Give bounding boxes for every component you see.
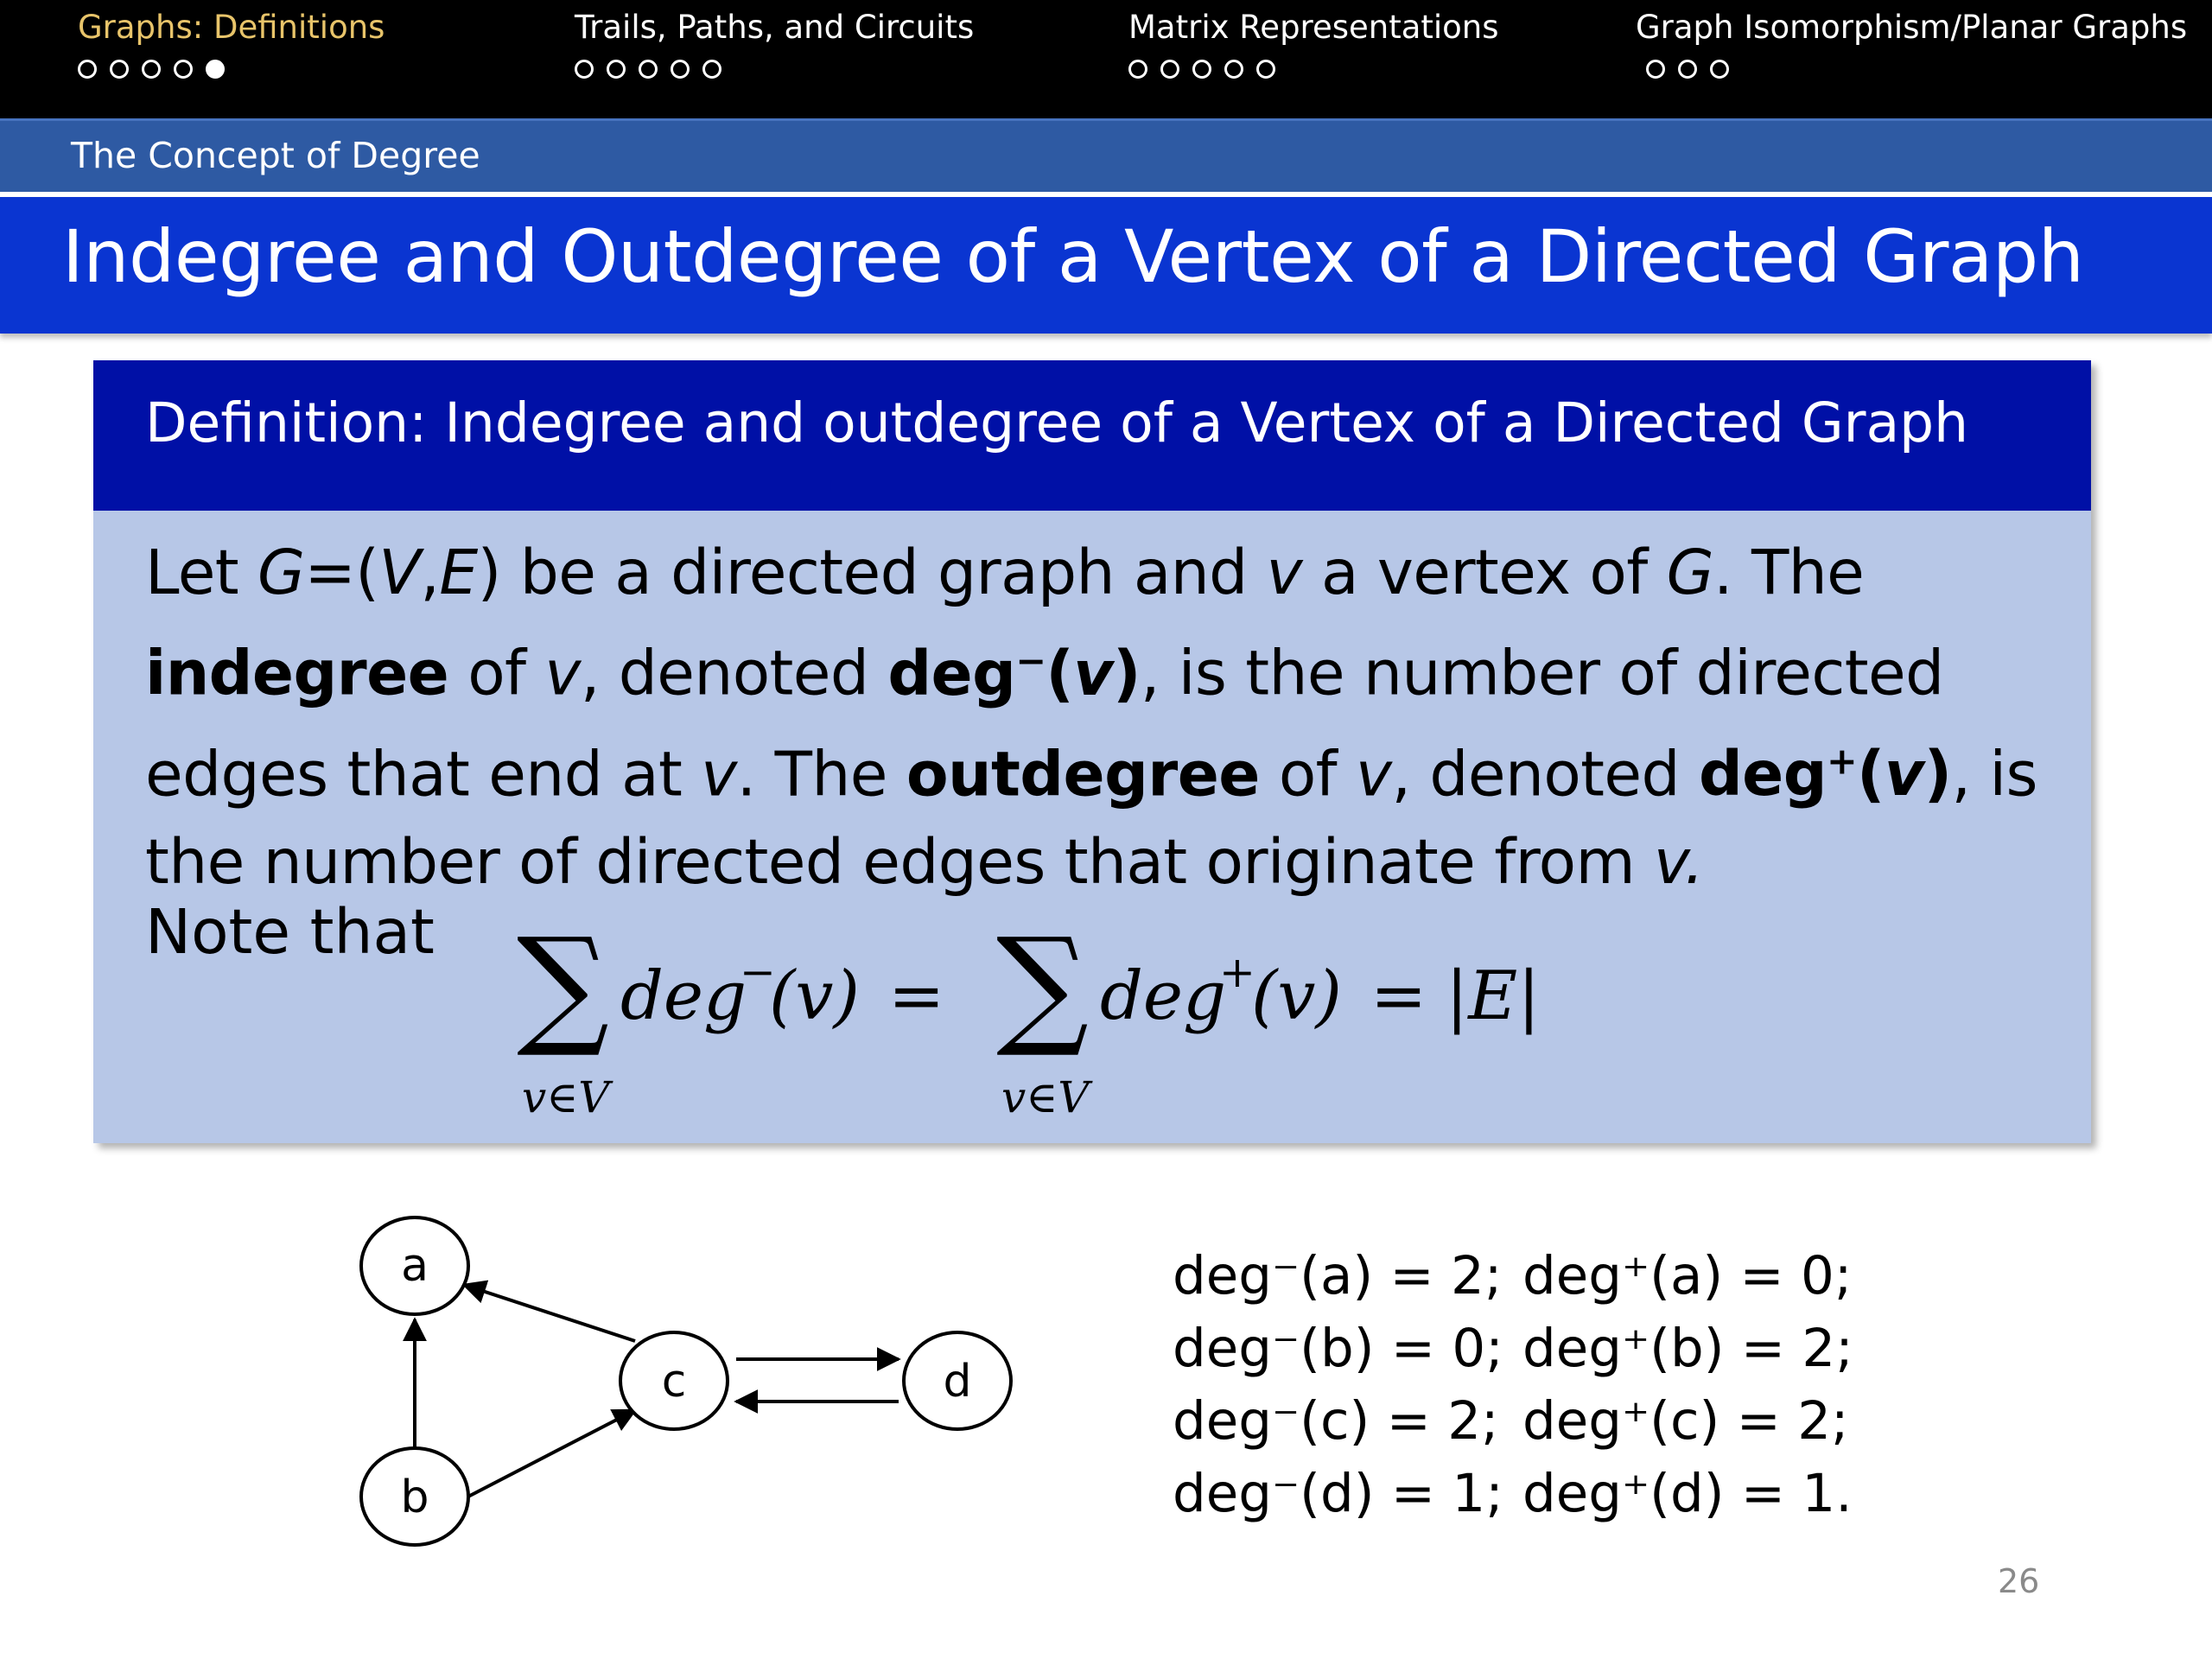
definition-header-text: Definition: Indegree and outdegree of a Vertex of a Directed Graph — [145, 391, 1969, 454]
nav-dot[interactable] — [671, 60, 690, 79]
sum-symbol: ∑ — [517, 911, 610, 1061]
term-outdegree: outdegree — [906, 738, 1260, 810]
sum-symbol: ∑ — [996, 911, 1090, 1061]
math-var: v — [1073, 637, 1113, 709]
edge-count: |E| — [1446, 957, 1541, 1035]
nav-section-graphs-definitions[interactable] — [78, 9, 385, 79]
text: the number of directed edges that originate from — [145, 826, 1655, 899]
text: , is the number of directed — [1140, 637, 1944, 709]
outdegree-a: deg⁺(a) = 0; — [1522, 1245, 1853, 1306]
term-indegree: indegree — [145, 637, 449, 709]
nav-dots — [1128, 60, 1499, 79]
definition-line-1 — [145, 529, 2046, 617]
text: Let — [145, 537, 257, 608]
nav-dot[interactable] — [702, 60, 721, 79]
degree-row-c — [1173, 1385, 1853, 1458]
nav-section-trails-paths-circuits[interactable] — [575, 9, 974, 79]
vertex-label-a: a — [401, 1240, 429, 1292]
sum-index: v∈V — [1001, 1072, 1090, 1121]
subsection-bar — [0, 118, 2212, 192]
deg-in-term: deg — [620, 957, 747, 1035]
nav-dot[interactable] — [1128, 60, 1147, 79]
text: . The — [736, 738, 906, 810]
nav-dot[interactable] — [575, 60, 594, 79]
math-var: G — [1666, 537, 1714, 608]
text: =( — [304, 537, 379, 608]
nav-section-graph-isomorphism[interactable] — [1636, 9, 2187, 79]
degree-row-d — [1173, 1458, 1853, 1530]
deg-out-sup: + — [1219, 947, 1255, 997]
indegree-c: deg⁻(c) = 2; — [1173, 1390, 1499, 1452]
nav-dot[interactable] — [1678, 60, 1697, 79]
deg-out-term: deg — [1100, 957, 1227, 1035]
text: , denoted — [1391, 738, 1699, 810]
nav-dot[interactable] — [110, 60, 129, 79]
note-label: Note that — [145, 896, 435, 968]
nav-dots — [575, 60, 974, 79]
deg-in-sup: − — [740, 947, 776, 997]
text: a vertex of — [1302, 537, 1667, 608]
nav-dot[interactable] — [174, 60, 193, 79]
math-var: v. — [1654, 826, 1704, 899]
text: ( — [1046, 637, 1074, 709]
nav-section-label: Matrix Representations — [1128, 9, 1499, 46]
nav-dots — [78, 60, 385, 79]
text: ) — [1112, 637, 1141, 709]
definition-line-2 — [145, 617, 2046, 718]
math-var: v — [1266, 537, 1302, 608]
nav-dot[interactable] — [1710, 60, 1729, 79]
edge-b-c — [467, 1410, 635, 1497]
math-var: E — [439, 537, 478, 608]
edge-c-a — [464, 1285, 635, 1341]
degree-sum-formula — [517, 905, 1813, 1121]
outdegree-c: deg⁺(c) = 2; — [1522, 1390, 1849, 1452]
nav-dot[interactable] — [1646, 60, 1665, 79]
text: , is — [1951, 738, 2037, 810]
text: , — [420, 537, 440, 608]
nav-section-label: Graph Isomorphism/Planar Graphs — [1636, 9, 2188, 46]
math-var: v — [701, 738, 737, 810]
nav-section-label: Trails, Paths, and Circuits — [575, 9, 975, 46]
nav-section-label: Graphs: Definitions — [78, 9, 385, 46]
outdegree-d: deg⁺(d) = 1. — [1522, 1463, 1853, 1524]
definition-line-3 — [145, 718, 2046, 819]
definition-line-4 — [145, 818, 2046, 906]
sum-index: v∈V — [522, 1072, 610, 1121]
deg-notation: deg — [1698, 738, 1827, 810]
definition-block — [93, 360, 2091, 1143]
nav-dot[interactable] — [142, 60, 161, 79]
superscript: − — [1015, 639, 1046, 683]
slide-title-bar — [0, 197, 2212, 334]
text: edges that end at — [145, 738, 702, 810]
deg-out-arg: (v) — [1251, 957, 1342, 1035]
nav-dot[interactable] — [78, 60, 97, 79]
indegree-d: deg⁻(d) = 1; — [1173, 1463, 1503, 1524]
equals-sign: = — [1370, 957, 1427, 1035]
nav-dot[interactable] — [1224, 60, 1243, 79]
nav-dot[interactable] — [1160, 60, 1179, 79]
text: ) be a directed graph and — [477, 537, 1267, 608]
degree-row-a — [1173, 1240, 1853, 1313]
math-var: G — [257, 537, 305, 608]
subsection-title: The Concept of Degree — [71, 135, 480, 176]
nav-dot[interactable] — [639, 60, 658, 79]
vertex-label-d: d — [943, 1356, 972, 1408]
nav-dot[interactable] — [607, 60, 626, 79]
math-var: V — [378, 537, 421, 608]
degree-list — [1173, 1240, 1853, 1530]
outdegree-b: deg⁺(b) = 2; — [1522, 1318, 1853, 1379]
nav-dot[interactable] — [1192, 60, 1211, 79]
math-var: v — [544, 637, 581, 709]
text: , denoted — [580, 637, 888, 709]
deg-notation: deg — [887, 637, 1016, 709]
text: ( — [1857, 738, 1885, 810]
nav-dot[interactable] — [1256, 60, 1275, 79]
page-number: 26 — [1998, 1562, 2040, 1600]
text: ) — [1923, 738, 1952, 810]
vertex-label-b: b — [400, 1471, 429, 1523]
deg-in-arg: (v) — [769, 957, 860, 1035]
indegree-b: deg⁻(b) = 0; — [1173, 1318, 1503, 1379]
directed-graph-diagram — [337, 1201, 1028, 1564]
slide-title: Indegree and Outdegree of a Vertex of a Directed Graph — [62, 214, 2084, 299]
text: of — [448, 637, 545, 709]
definition-header — [93, 360, 2091, 511]
nav-dot-current[interactable] — [206, 60, 225, 79]
nav-dots — [1646, 60, 2187, 79]
text: . The — [1713, 537, 1865, 608]
math-var: v — [1356, 738, 1392, 810]
superscript: + — [1826, 740, 1858, 784]
section-navigation — [0, 0, 2212, 118]
nav-section-matrix-representations[interactable] — [1128, 9, 1499, 79]
vertex-label-c: c — [661, 1356, 687, 1408]
math-var: v — [1884, 738, 1924, 810]
text: of — [1259, 738, 1357, 810]
degree-row-b — [1173, 1313, 1853, 1385]
indegree-a: deg⁻(a) = 2; — [1173, 1245, 1503, 1306]
equals-sign: = — [888, 957, 945, 1035]
definition-body — [145, 529, 2046, 906]
